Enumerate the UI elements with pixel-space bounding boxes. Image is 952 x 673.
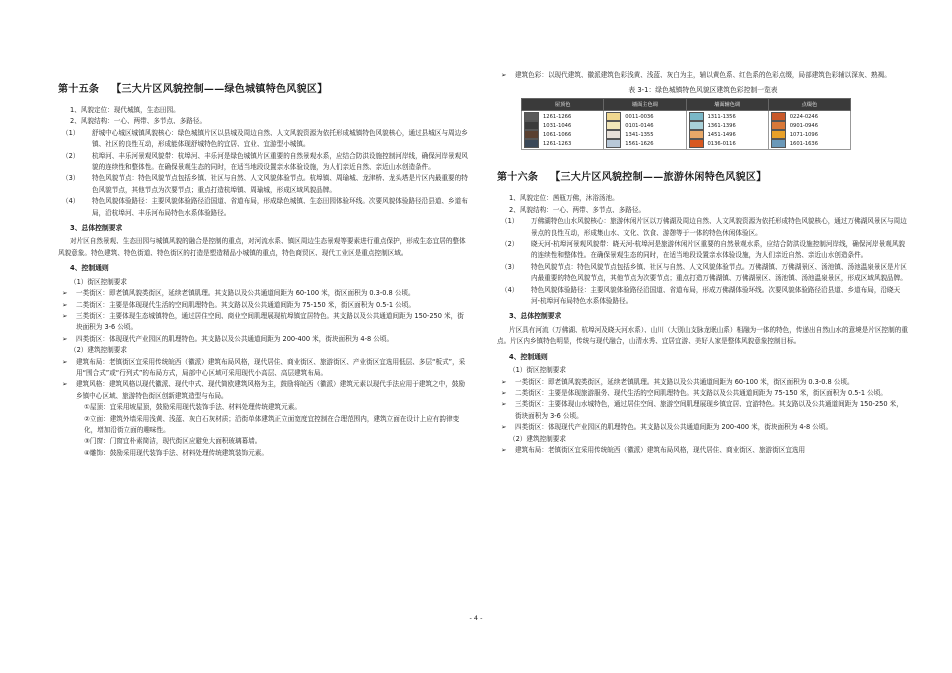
subheading: （1）街区控制要求 [509, 366, 566, 375]
item-text: 特色风貌体验路径：主要风貌体验路径沿国道、省道布局，形成万佛湖体验环线。次要风貌体验路径沿县道、乡道布局，沿晓天河-杭埠河布局特色水系体验路径。 [531, 285, 901, 306]
style-positioning: 1、风貌定位：现代城镇，生态田园。 [70, 106, 180, 114]
list-item [58, 300, 468, 311]
item-number: （3） [62, 174, 80, 183]
bullet-icon: ➢ [62, 289, 68, 298]
list-item [58, 379, 468, 402]
bullet-icon: ➢ [62, 300, 68, 309]
list-item-text: 三类街区：主要体现生态城镇特色，通过居住空间、商业空间肌理展现杭埠镇宜居特色。其支路以及公共通道间距为 150-250 米，街块面积为 3-6 公顷。 [76, 311, 464, 332]
color-chip [689, 121, 704, 130]
color-code: 0136-0116 [707, 140, 736, 147]
subheading: （1）街区控制要求 [70, 277, 127, 286]
paragraph: 对片区自然景观、生态田园与城镇风貌的融合是控制的重点，对河流水系、镇区周边生态景观等要素进行重点保护，形成生态宜居的整体风貌意象。特色建筑、特色街道、特色街区的打造是塑造精品小城镇的重点，特色商贸区、现代工业区是重点控制区域。 [58, 237, 466, 257]
color-code: 1561-1626 [625, 140, 654, 147]
detail-line: ③门窗：门窗宜朴素简洁，现代街区应避免大面积玻璃幕墙。 [84, 437, 262, 446]
detail-line: ②立面：建筑外墙采用浅黄、浅蓝、灰白石灰材质；沿街单体建筑正立面宽度宜控制在合理范围内，建筑立面在设计上应有韵律变化，增加沿街立面的趣味性。 [84, 414, 460, 434]
item-number: （2） [62, 151, 80, 160]
color-chip [606, 112, 621, 121]
item-text: 舒城中心城区城镇风貌核心：绿色城镇片区以县城及周边自然、人文风貌资源为依托形成城镇特色风貌核心，通过县城区与周边乡镇、社区的良性互动，形成能体现舒城特色的宜居、宜业、宜游型小城镇。 [92, 128, 468, 149]
list-item-text: 四类街区：体现现代产业园区的肌理特色。其支路以及公共通道间距为 200-400 米，街块面积为 4-8 公顷。 [76, 334, 394, 343]
color-code: 0011-0036 [625, 113, 654, 120]
structure-items [497, 216, 909, 307]
list-item-text: 一类街区：即老镇风貌类街区，延续老镇肌理。其支路以及公共通道间距为 60-100 米，街区面积为 0.3-0.8 公顷。 [76, 289, 415, 298]
color-chip [606, 121, 621, 130]
color-code: 0101-0146 [625, 122, 654, 129]
item-number: （4） [62, 197, 80, 206]
building-detail-list [58, 402, 468, 459]
item-text: 特色风貌节点：特色风貌节点包括乡镇、社区与自然、人文风貌体验节点。杭埠镇、周瑜城、龙津桥、龙头塔是片区内最重要的特色风貌节点，其他节点为次要节点；重点打造杭埠镇、周瑜城，形成区域风貌品牌。 [92, 174, 468, 194]
numbered-item [58, 173, 468, 196]
section-heading: 3、总体控制要求 [70, 224, 123, 233]
numbered-item [58, 151, 468, 174]
numbered-item [58, 128, 468, 151]
color-chip [524, 139, 539, 148]
bullet-icon: ➢ [62, 357, 68, 366]
table-header-cell: 屋顶色 [522, 99, 604, 111]
subheading: （2）建筑控制要求 [70, 346, 127, 355]
table-header-row [522, 99, 851, 111]
color-code: 1311-1356 [707, 113, 736, 120]
numbered-item [497, 285, 909, 308]
color-code: 0901-0946 [789, 122, 819, 129]
list-item-text: 三类街区：主要体现山水城特色，通过居住空间、旅游空间肌理展现乡镇宜居、宜游特色。其支路以及公共通道间距为 150-250 米，街块面积为 3-6 公顷。 [515, 400, 903, 420]
style-structure: 2、风貌结构：一心、两带、多节点、多路径。 [70, 117, 207, 126]
table-caption: 表 3-1：绿色城镇特色风貌区建筑色彩控制一览表 [628, 86, 778, 95]
color-code: 1031-1046 [543, 122, 572, 129]
section-heading: 4、控制通则 [70, 264, 109, 273]
table-header-cell: 墙面辅色调 [686, 99, 768, 111]
numbered-item [58, 196, 468, 219]
color-code: 1061-1066 [543, 131, 572, 138]
color-chip [771, 139, 786, 148]
bullet-icon: ➢ [501, 445, 507, 454]
color-swatch-row [524, 112, 601, 121]
color-code: 1361-1396 [707, 122, 736, 129]
style-positioning: 1、风貌定位：茜瓶万佛，沐浴汤池。 [509, 194, 619, 203]
numbered-item [497, 239, 909, 262]
section-heading: 3、总体控制要求 [509, 312, 562, 321]
section-heading: 4、控制通则 [509, 352, 548, 361]
color-chip [606, 130, 621, 139]
table-cell [522, 111, 604, 150]
table-cell [686, 111, 768, 150]
bullet-icon: ➢ [501, 423, 507, 432]
detail-line: ①屋顶：宜采用坡屋顶，鼓励采用现代装饰手法、材料处理传统建筑元素。 [84, 403, 301, 412]
table-body [522, 111, 851, 150]
list-item-text: 建筑风格：建筑风格以现代徽派、现代中式、现代简欧建筑风格为主，鼓励将皖西（徽派）建筑元素以现代手法应用于建筑之中，鼓励乡镇中心区域、旅游特色街区创新建筑造型与布局。 [76, 380, 466, 400]
color-swatch-row [689, 112, 766, 121]
list-item [497, 445, 909, 456]
list-item [58, 311, 468, 334]
list-item-text: 四类街区：体现现代产业园区的肌理特色。其支路以及公共通道间距为 200-400 米，街块面积为 4-8 公顷。 [515, 423, 833, 432]
paragraph: 片区具有河流（万佛湖、杭埠河及晓天河水系）、山川（大别山支脉龙眠山系）相融为一体的特色，传递出自然山水的意境是片区控制的重点。片区内乡镇特色明显，传统与现代融合，山清水秀、宜居宜游、美好人家是整体风貌意象控制目标。 [497, 325, 908, 346]
table-cell [768, 111, 850, 150]
color-code: 1071-1096 [789, 131, 819, 138]
color-swatch-row [689, 121, 766, 130]
color-code: 1341-1355 [625, 131, 654, 138]
color-chip [689, 112, 704, 121]
structure-items [58, 128, 468, 219]
color-chip [689, 130, 704, 139]
bullet-icon: ➢ [501, 377, 507, 386]
color-swatch-row [606, 139, 683, 148]
bullet-icon: ➢ [501, 71, 507, 79]
bullet-icon: ➢ [62, 311, 68, 320]
color-swatch-row [771, 121, 848, 130]
color-chip [524, 130, 539, 139]
color-swatch-row [771, 112, 848, 121]
list-item-text: 建筑布局：老镇街区宜采用传统皖西（徽派）建筑布局风格，现代居住、商业街区、旅游街区、产业街区宜选用低层、多层“板式”，采用“围合式”或“行列式”的布局方式，局部中心区域可采用现代小高层、高层建筑布局。 [76, 357, 466, 377]
color-swatch-row [771, 130, 848, 139]
list-item-text: 建筑布局：老镇街区宜采用传统皖西（徽派）建筑布局风格，现代居住、商业街区、旅游街区宜选用 [515, 445, 806, 454]
building-requirements-list [58, 357, 468, 403]
article-number: 第十六条 [497, 172, 539, 184]
building-requirements-list [497, 445, 909, 456]
table-row [522, 111, 851, 150]
left-column [58, 62, 468, 459]
color-control-table [521, 98, 851, 150]
article-15-title [58, 80, 468, 95]
bullet-icon: ➢ [501, 400, 507, 409]
list-item [497, 422, 909, 433]
article-heading: 【三大片区风貌控制——绿色城镇特色风貌区】 [111, 84, 328, 95]
color-swatch-row [524, 130, 601, 139]
color-code: 1261-1263 [543, 140, 572, 147]
list-item [497, 388, 909, 399]
color-chip [606, 139, 621, 148]
article-16-title [497, 168, 909, 183]
numbered-item [497, 216, 909, 239]
list-item [58, 334, 468, 345]
list-item-text: 一类街区：即老镇风貌类街区，延续老镇肌理。其支路以及公共通道间距为 60-100 米，街区面积为 0.3-0.8 公顷。 [515, 377, 854, 386]
block-requirements-list [497, 377, 909, 434]
table-header-cell: 点缀色 [768, 99, 850, 111]
article-number: 第十五条 [58, 84, 100, 95]
table-cell [604, 111, 686, 150]
item-number: （4） [501, 285, 519, 294]
color-chip [524, 112, 539, 121]
color-swatch-row [771, 139, 848, 148]
bullet-icon: ➢ [501, 388, 507, 397]
color-swatch-row [524, 121, 601, 130]
item-text: 晓天河-杭埠河景观风貌带：晓天河-杭埠河是旅游休闲片区重要的自然景观水系，应结合防洪设施控制河岸线，确保河岸景观风貌的连续性和整体性。在确保景观生态的同时，在适当地段设置亲水体验设施，为人们亲近自然、亲近山水创造条件。 [531, 240, 906, 260]
item-number: （1） [501, 217, 519, 226]
list-item [497, 70, 909, 81]
detail-line: ④雕饰：鼓励采用现代装饰手法、材料处理传统建筑装饰元素。 [84, 448, 268, 457]
list-item [497, 377, 909, 388]
list-item [58, 357, 468, 380]
item-text: 杭埠河、丰乐河景观风貌带：杭埠河、丰乐河是绿色城镇片区重要的自然景观水系，应结合防洪设施控制河岸线，确保河岸景观风貌的连续性和整体性。在确保景观生态的同时，在适当地段设置亲水体验设施，为人们亲近自然、亲近山水创造条件。 [92, 151, 468, 172]
color-chip [771, 130, 786, 139]
item-number: （3） [501, 262, 519, 271]
color-code: 1261-1266 [543, 113, 572, 120]
color-code: 1451-1496 [707, 131, 736, 138]
bullet-icon: ➢ [62, 334, 68, 343]
color-chip [771, 121, 786, 130]
table-header-cell: 墙面主色调 [604, 99, 686, 111]
item-number: （2） [501, 240, 519, 249]
list-item [497, 399, 909, 422]
subheading: （2）建筑控制要求 [509, 434, 566, 443]
list-item-text: 二类街区：主要是体现现代生活的空间肌理特色。其支路以及公共通道间距为 75-150 米，街区面积为 0.5-1 公顷。 [76, 300, 415, 309]
item-text: 特色风貌节点：特色风貌节点包括乡镇、社区与自然、人文风貌体验节点。万佛湖镇、万佛湖景区、汤池镇、汤池温泉景区是片区内最重要的特色风貌节点，其他节点为次要节点；重点打造万佛湖镇、万佛湖景区、汤池镇、汤池温泉景区，形成区域风貌品牌。 [531, 262, 907, 283]
color-code: 1601-1636 [789, 140, 819, 147]
item-text: 万佛湖特色山水风貌核心：旅游休闲片区以万佛湖及周边自然、人文风貌资源为依托形成特色风貌核心，通过万佛湖风景区与周边景点的良性互动，形成集山水、文化、饮食、游憩等于一体的特色休闲体验区。 [531, 217, 907, 237]
color-swatch-row [689, 139, 766, 148]
color-swatch-row [606, 121, 683, 130]
color-swatch-row [606, 112, 683, 121]
color-chip [524, 121, 539, 130]
item-text: 特色风貌体验路径：主要风貌体验路径沿国道、省道布局，形成绿色城镇、生态田园体验环线。次要风貌体验路径沿县道、乡道布局，沿杭埠河、丰乐河布局特色水系体验路径。 [92, 197, 468, 217]
right-column [497, 70, 909, 456]
bullet-icon: ➢ [62, 380, 68, 389]
color-chip [689, 139, 704, 148]
list-item-text: 建筑色彩：以现代建筑、徽派建筑色彩浅黄、浅蓝、灰白为主，辅以黄色系、红色系的色彩点缀，局部建筑色彩辅以深灰、熟褐。 [515, 71, 891, 79]
block-requirements-list [58, 288, 468, 345]
color-swatch-row [689, 130, 766, 139]
numbered-item [497, 262, 909, 285]
list-item [58, 288, 468, 299]
color-swatch-row [524, 139, 601, 148]
style-structure: 2、风貌结构：一心、两带、多节点、多路径。 [509, 205, 646, 214]
list-item-text: 二类街区：主要是体现旅游服务、现代生活的空间肌理特色。其支路以及公共通道间距为 75-150 米，街区面积为 0.5-1 公顷。 [515, 388, 887, 397]
color-code: 0224-0246 [789, 113, 819, 120]
page-number: - 4 - [469, 614, 483, 622]
color-swatch-row [606, 130, 683, 139]
article-heading: 【三大片区风貌控制——旅游休闲特色风貌区】 [550, 172, 767, 184]
item-number: （1） [62, 128, 80, 137]
color-chip [771, 112, 786, 121]
